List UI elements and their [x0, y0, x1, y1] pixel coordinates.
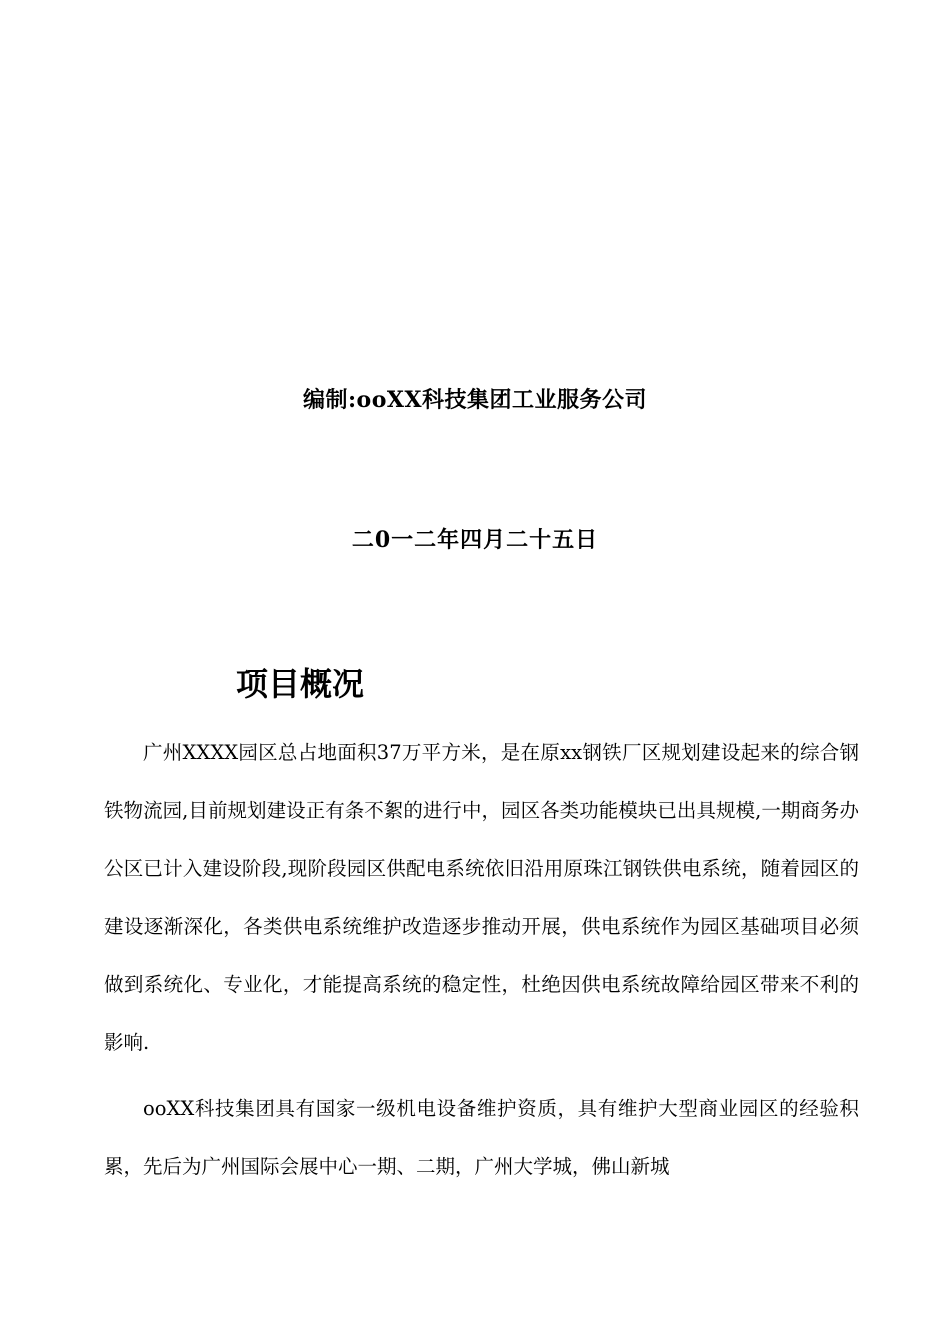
body-paragraph-2: ooXX科技集团具有国家一级机电设备维护资质，具有维护大型商业园区的经验积累，先后为广州国际会展中心一期、二期，广州大学城，佛山新城 [104, 1097, 859, 1178]
compiler-line: 编制:ooXX科技集团工业服务公司 [302, 387, 648, 413]
section-heading: 项目概况 [236, 665, 365, 703]
body-paragraph-1: 广州XXXX园区总占地面积37万平方米，是在原xx钢铁厂区规划建设起来的综合钢铁物流园,目前规划建设正有条不絮的进行中，园区各类功能模块已出具规模,一期商务办公区已计入建设阶段,现阶段园区供配电系统依旧沿用原珠江钢铁供电系统，随着园区的建设逐渐深化，各类供电系统维护改造逐步推动开展，供电系统作为园区基础项目必须做到系统化、专业化，才能提高系统的稳定性，杜绝因供电系统故障给园区带来不利的影响. [104, 741, 859, 1054]
date-line: 二0一二年四月二十五日 [351, 527, 599, 553]
